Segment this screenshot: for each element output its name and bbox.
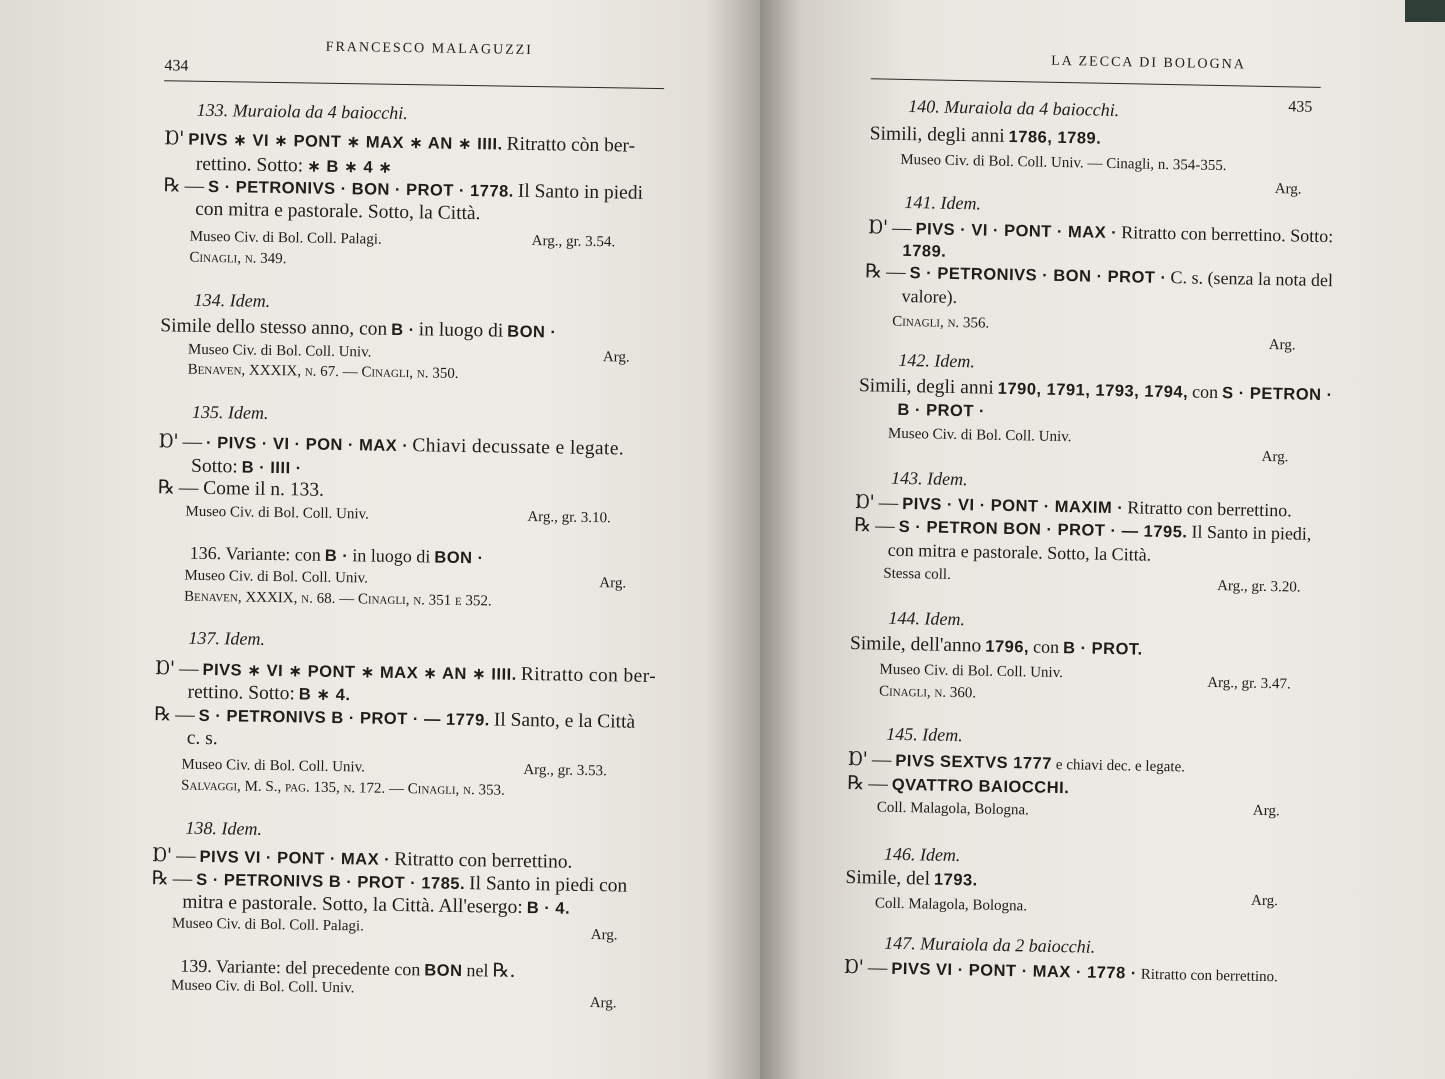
entry-heading: 135. Idem.	[191, 401, 269, 423]
collection-source: Museo Civ. di Bol. Coll. Univ.	[181, 756, 366, 776]
entry-heading: 138. Idem.	[185, 817, 263, 839]
reverse-continuation: mitra e pastorale. Sotto, la Città. All'esergo: B · 4.	[182, 891, 571, 918]
reverse-line: ℞ — S · PETRONIVS B · PROT · — 1779. Il Santo, e la Città	[154, 703, 636, 733]
collection-source: Museo Civ. di Bol. Coll. Univ.	[879, 661, 1064, 682]
reverse-symbol: ℞	[163, 174, 181, 197]
page-number: 435	[1288, 98, 1313, 116]
reverse-line: ℞ — QVATTRO BAIOCCHI.	[847, 771, 1070, 798]
collection-source: Coll. Malagola, Bologna.	[874, 895, 1028, 915]
page-number: 434	[164, 57, 189, 75]
collection-source: Museo Civ. di Bol. Coll. Palagi.	[171, 915, 365, 935]
obverse-continuation: rettino. Sotto: B ∗ 4.	[187, 681, 351, 705]
entry-heading: 146. Idem.	[883, 843, 961, 866]
obverse-line: Ɒ' — PIVS VI · PONT · MAX · Ritratto con berrettino.	[151, 844, 573, 873]
right-page	[760, 0, 1445, 1079]
reverse-continuation: con mitra e pastorale. Sotto, la Città.	[195, 198, 481, 225]
reverse-continuation: c. s.	[186, 727, 218, 750]
metal-weight: Arg.	[1250, 892, 1279, 910]
entry-line-continuation: B · PROT ·	[897, 400, 986, 421]
entry-line: Simili, degli anni 1790, 1791, 1793, 1794, con S · PETRON ·	[858, 375, 1333, 405]
obverse-line	[164, 129, 635, 156]
reverse-continuation: con mitra e pastorale. Sotto, la Città.	[887, 539, 1152, 565]
collection-source: Museo Civ. di Bol. Coll. Univ. — Cinagli, n. 354-355.	[900, 151, 1227, 175]
metal-weight: Arg.	[1274, 181, 1302, 198]
metal-weight: Arg.	[1252, 802, 1280, 820]
coin-legend: PIVS ∗ VI ∗ PONT ∗ MAX ∗ AN ∗ IIII.	[188, 130, 503, 154]
reverse-continuation: valore).	[901, 285, 958, 307]
obverse-line: Ɒ' — PIVS ∗ VI ∗ PONT ∗ MAX ∗ AN ∗ IIII. Ritratto con ber-	[154, 657, 657, 688]
metal-weight: Arg., gr. 3.54.	[531, 233, 616, 251]
entry-line: Simile, del 1793.	[845, 866, 978, 890]
metal-weight: Arg.	[1261, 448, 1289, 466]
bibliography: Cinagli, n. 349.	[189, 249, 287, 268]
entry-line: Simile dello stesso anno, con B · in luogo di BON ·	[160, 315, 557, 342]
reverse-line: ℞ — S · PETRONIVS · BON · PROT · 1778. Il Santo in piedi	[163, 174, 644, 204]
entry-heading: 143. Idem.	[890, 467, 968, 490]
book-cover-edge	[1405, 0, 1445, 22]
obverse-line: Ɒ' — · PIVS · VI · PON · MAX · Chiavi decussate e legate.	[158, 430, 625, 460]
metal-weight: Arg.	[599, 575, 627, 592]
entry-heading: 140. Muraiola da 4 baiocchi.	[908, 96, 1120, 121]
entry-line: 136. Variante: con B · in luogo di BON ·	[189, 542, 484, 568]
obverse-line: Ɒ' — PIVS · VI · PONT · MAX · Ritratto con berrettino. Sotto:	[867, 216, 1334, 247]
entry-heading: 133. Muraiola da 4 baiocchi.	[196, 99, 408, 124]
obverse-symbol: Ɒ'	[164, 127, 185, 150]
description: Il Santo in piedi	[517, 180, 644, 204]
metal-weight: Arg., gr. 3.53.	[523, 761, 608, 780]
bibliography: Benaven, XXXIX, n. 68. — Cinagli, n. 351 e 352.	[183, 588, 492, 610]
collection-source: Museo Civ. di Bol. Coll. Univ.	[887, 425, 1072, 446]
metal-weight: Arg.	[1268, 336, 1296, 354]
bibliography: Cinagli, n. 360.	[878, 683, 977, 702]
obverse-continuation: rettino. Sotto: ∗ B ∗ 4 ∗	[195, 153, 393, 177]
entry-heading: 142. Idem.	[898, 349, 976, 372]
obverse-continuation: 1789.	[902, 241, 947, 261]
reverse-line: ℞ — S · PETRONIVS B · PROT · 1785. Il Santo in piedi con	[151, 867, 628, 897]
entry-line: Simile, dell'anno 1796, con B · PROT.	[849, 632, 1143, 659]
metal-weight: Arg.	[602, 349, 630, 366]
header-rule	[164, 80, 664, 89]
reverse-line: ℞ — S · PETRONIVS · BON · PROT · C. s. (senza la nota del	[864, 260, 1334, 291]
bibliography: Cinagli, n. 356.	[892, 313, 990, 332]
collection-source: Museo Civ. di Bol. Coll. Univ.	[170, 977, 355, 997]
reverse-line: ℞ — Come il n. 133.	[157, 476, 325, 501]
metal-weight: Arg., gr. 3.10.	[527, 508, 611, 527]
coin-legend: S · PETRONIVS · BON · PROT · 1778.	[207, 177, 514, 201]
bibliography: Benaven, XXXIX, n. 67. — Cinagli, n. 350.	[187, 361, 459, 382]
metal-weight: Arg., gr. 3.20.	[1216, 578, 1301, 596]
collection-source: Museo Civ. di Bol. Coll. Palagi.	[189, 228, 382, 248]
obverse-line: Ɒ' — PIVS VI · PONT · MAX · 1778 · Ritratto con berrettino.	[843, 955, 1279, 986]
bibliography: Salvaggi, M. S., pag. 135, n. 172. — Cinagli, n. 353.	[180, 777, 505, 799]
coin-mark: ∗ B ∗ 4 ∗	[306, 157, 393, 177]
collection-source: Coll. Malagola, Bologna.	[876, 799, 1030, 819]
entry-heading: 147. Muraiola da 2 baiocchi.	[884, 932, 1096, 957]
entry-heading: 141. Idem.	[904, 191, 982, 214]
header-rule	[871, 78, 1321, 88]
running-head: FRANCESCO MALAGUZZI	[325, 39, 534, 59]
collection-source: Museo Civ. di Bol. Coll. Univ.	[187, 341, 372, 361]
metal-weight: Arg.	[590, 927, 618, 944]
description: Ritratto còn ber-	[506, 133, 636, 157]
entry-line: Simili, degli anni 1786, 1789.	[869, 123, 1102, 148]
obverse-continuation: Sotto: B · IIII ·	[190, 455, 302, 478]
entry-heading: 134. Idem.	[193, 289, 271, 311]
collection-source: Stessa coll.	[883, 565, 951, 583]
metal-weight: Arg., gr. 3.47.	[1207, 674, 1291, 693]
entry-line: 139. Variante: del precedente con BON nel ℞.	[180, 955, 516, 982]
reverse-line: ℞ — S · PETRON BON · PROT · — 1795. Il Santo in piedi,	[854, 514, 1312, 544]
running-head: LA ZECCA DI BOLOGNA	[1051, 53, 1247, 73]
entry-heading: 144. Idem.	[888, 607, 966, 630]
metal-weight: Arg.	[589, 995, 617, 1012]
obverse-line: Ɒ' — PIVS SEXTVS 1777 e chiavi dec. e legate.	[847, 747, 1186, 776]
collection-source: Museo Civ. di Bol. Coll. Univ.	[185, 503, 370, 523]
collection-source: Museo Civ. di Bol. Coll. Univ.	[184, 567, 369, 587]
entry-heading: 137. Idem.	[188, 627, 266, 649]
entry-heading: 145. Idem.	[886, 723, 963, 746]
obverse-line: Ɒ' — PIVS · VI · PONT · MAXIM · Ritratto con berrettino.	[854, 491, 1292, 521]
